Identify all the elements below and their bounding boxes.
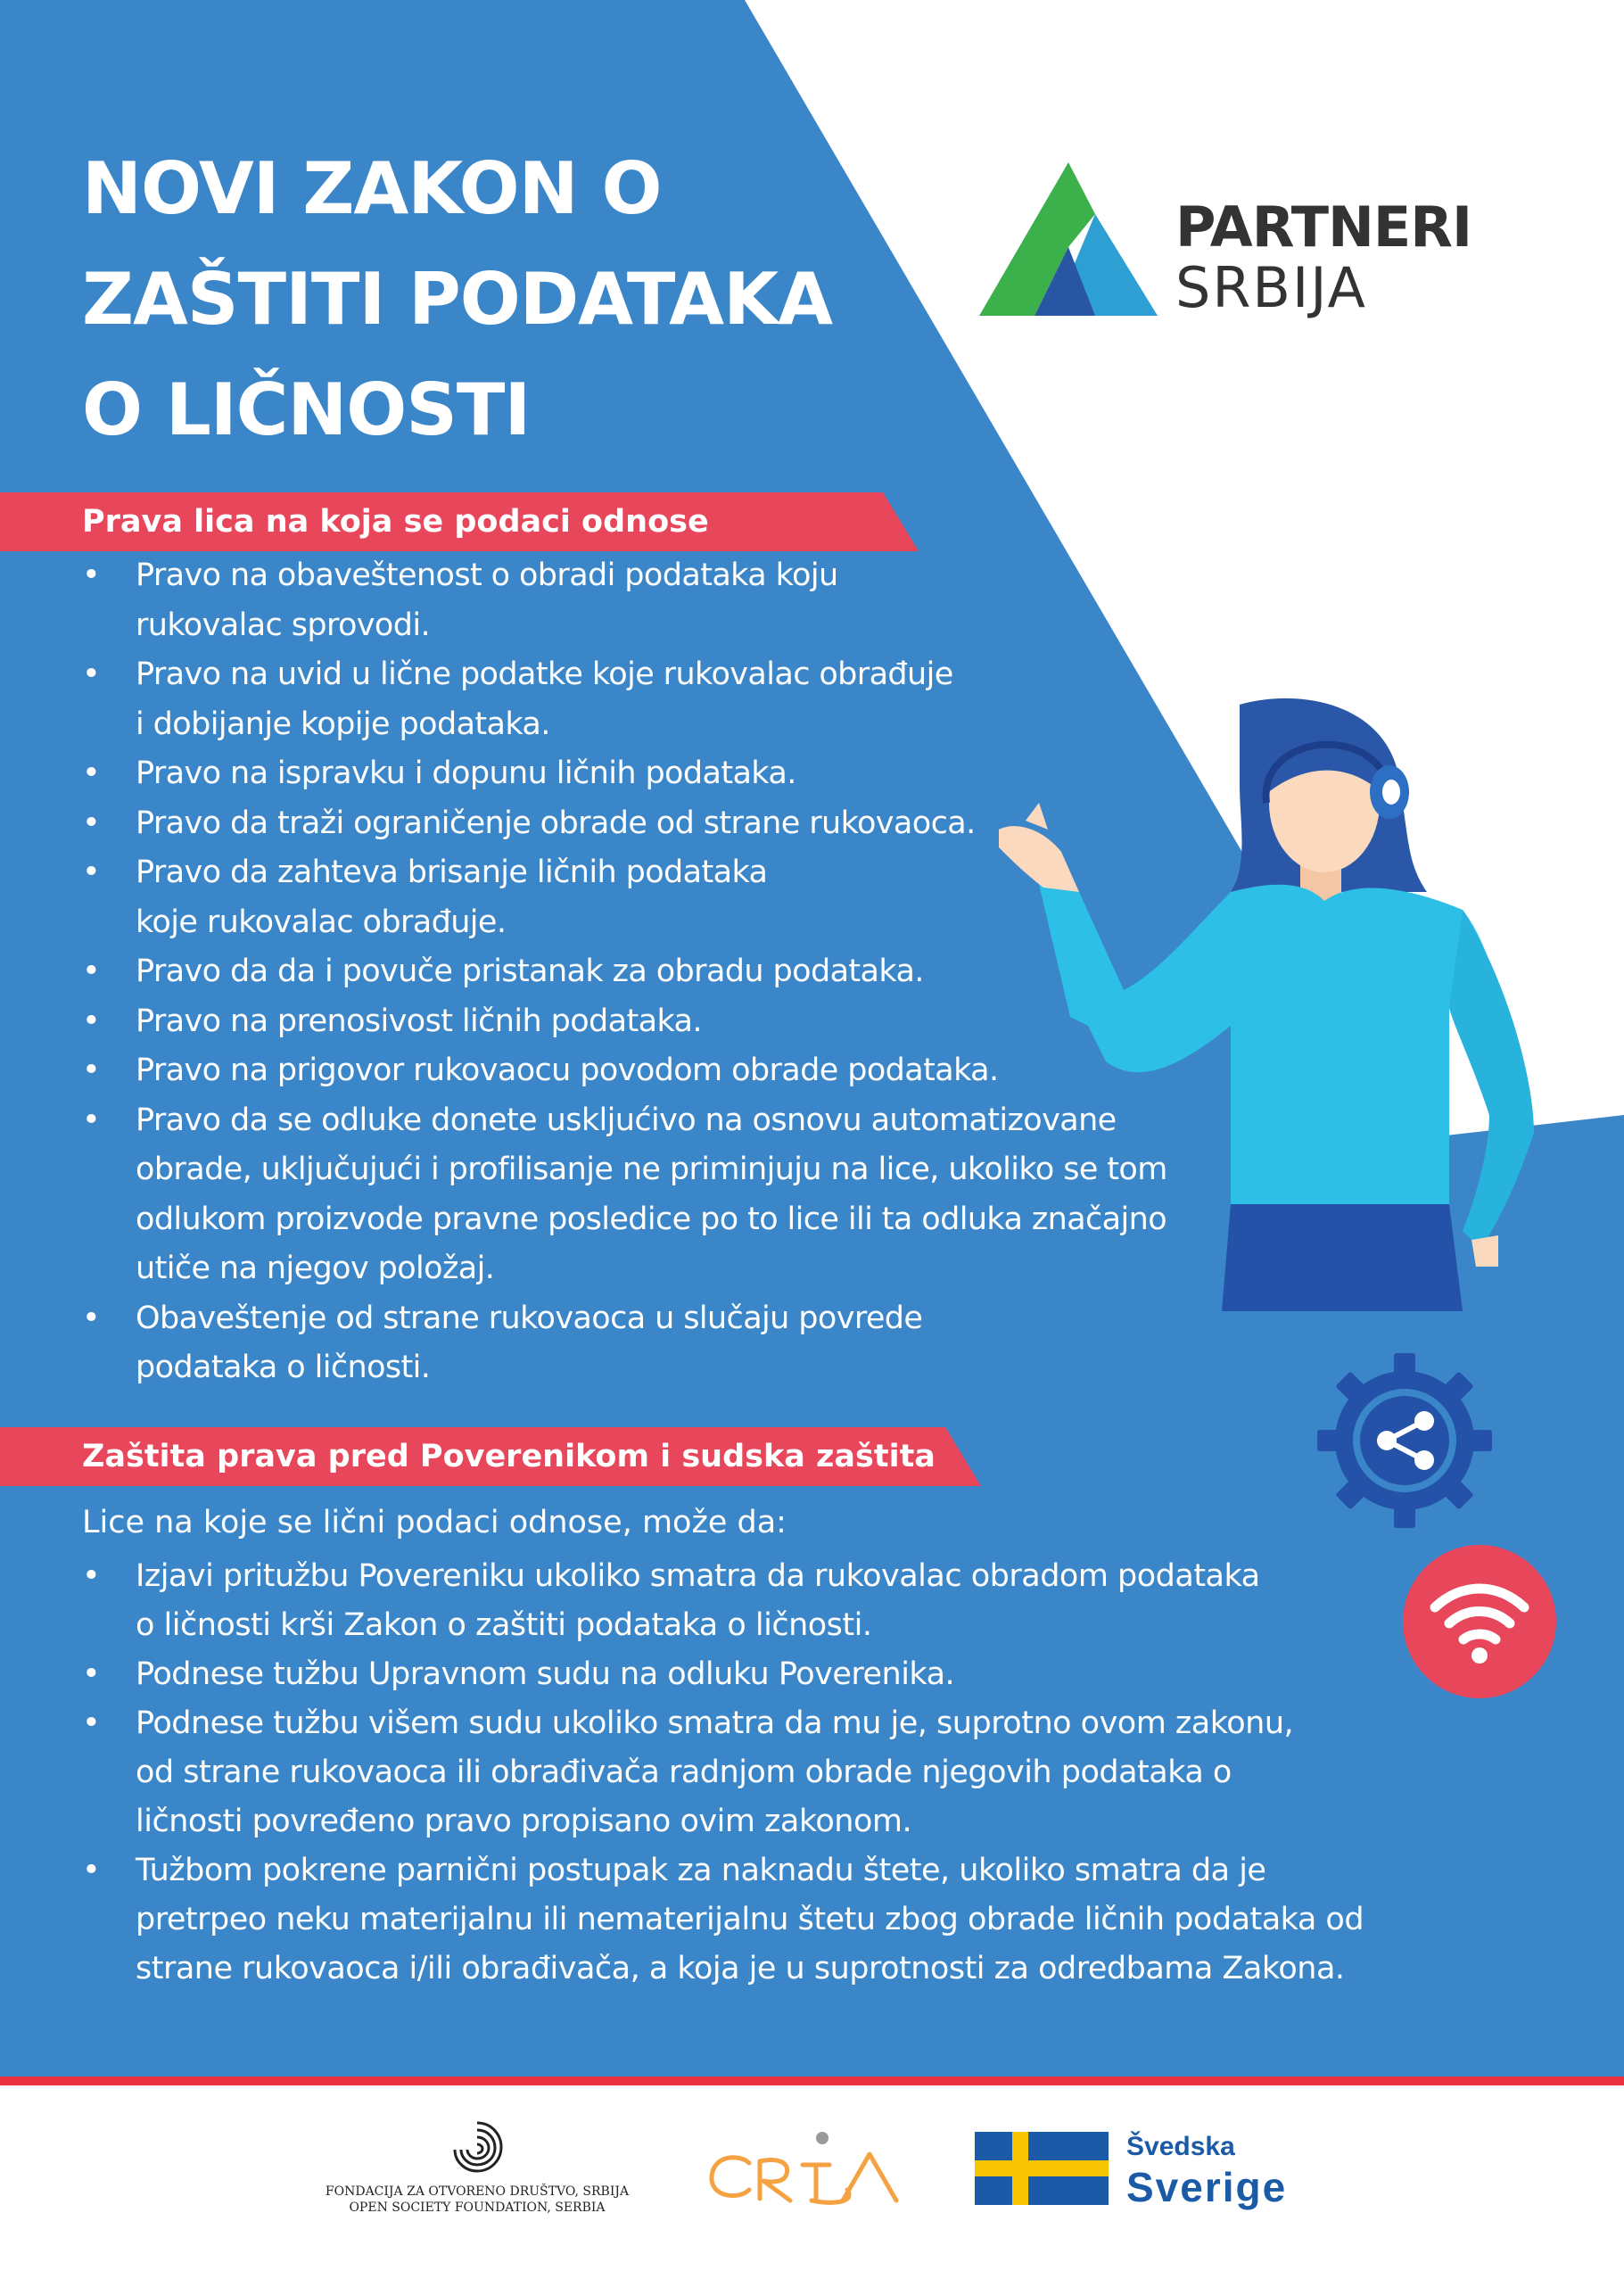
list-item: • Tužbom pokrene parnični postupak za naknadu štete, ukoliko smatra da je pretrpeo neku materijalnu ili nematerijalnu štetu zbog obrade ličnih podataka od strane rukovaoca i/ili obrađivača, a koja je u suprotnosti za odredbama Zakona.: [82, 1846, 1364, 1994]
list-item: • Pravo na uvid u lične podatke koje rukovalac obrađuje i dobijanje kopije podataka.: [82, 650, 1167, 749]
sweden-name-serbian: Švedska: [1126, 2132, 1235, 2161]
list-item: • Pravo da zahteva brisanje ličnih podataka koje rukovalac obrađuje.: [82, 848, 1167, 947]
crta-logo: [705, 2127, 919, 2208]
list-item: • Pravo na ispravku i dopunu ličnih podataka.: [82, 749, 1167, 799]
section2-heading: Zaštita prava pred Poverenikom i sudska zaštita: [82, 1439, 936, 1474]
list-item: • Pravo da traži ograničenje obrade od strane rukovaoca.: [82, 799, 1167, 849]
section1-heading-bar: [0, 492, 919, 551]
osf-logo-icon: [446, 2116, 508, 2178]
section2-heading-bar: [0, 1427, 981, 1486]
section1-heading: Prava lica na koja se podaci odnose: [82, 504, 709, 540]
page-title: [82, 134, 832, 466]
logo-name-top: PARTNERI: [1175, 194, 1472, 260]
list-item: • Pravo na prigovor rukovaocu povodom obrade podataka.: [82, 1046, 1167, 1096]
osf-name-english: OPEN SOCIETY FOUNDATION, SERBIA: [349, 2201, 606, 2215]
share-gear-icon: [1315, 1351, 1494, 1530]
sweden-name-swedish: Sverige: [1126, 2164, 1288, 2210]
list-item: • Pravo na obaveštenost o obradi podataka koju rukovalac sprovodi.: [82, 551, 1167, 650]
title-line-2: ZAŠTITI PODATAKA: [82, 258, 832, 341]
title-line-3: O LIČNOSTI: [82, 368, 531, 451]
support-agent-illustration: [963, 687, 1552, 1311]
footer-divider: [0, 2077, 1624, 2085]
wifi-icon: [1403, 1545, 1556, 1698]
list-item: • Obaveštenje od strane rukovaoca u slučaju povrede podataka o ličnosti.: [82, 1294, 1167, 1393]
list-item: • Podnese tužbu višem sudu ukoliko smatra da mu je, suprotno ovom zakonu, od strane rukovaoca ili obrađivača radnjom obrade njegovih podataka o ličnosti povređeno pravo propisano ovim zakonom.: [82, 1699, 1364, 1846]
osf-name-serbian: FONDACIJA ZA OTVORENO DRUŠTVO, SRBIJA: [325, 2184, 630, 2199]
title-line-1: NOVI ZAKON O: [82, 147, 662, 230]
sweden-flag-icon: [975, 2132, 1109, 2205]
list-item: • Izjavi pritužbu Povereniku ukoliko smatra da rukovalac obradom podataka o ličnosti krši Zakon o zaštiti podataka o ličnosti.: [82, 1552, 1364, 1650]
section2-protection-list: [82, 1552, 1364, 1994]
list-item: • Pravo na prenosivost ličnih podataka.: [82, 997, 1167, 1047]
list-item: • Podnese tužbu Upravnom sudu na odluku Poverenika.: [82, 1650, 1364, 1699]
list-item: • Pravo da se odluke donete uskljućivo na osnovu automatizovane obrade, uključujući i profilisanje ne priminjuju na lice, ukoliko se tom odlukom proizvode pravne posledice po to lice ili ta odluka značajno utiče na njegov položaj.: [82, 1096, 1167, 1294]
list-item: • Pravo da da i povuče pristanak za obradu podataka.: [82, 947, 1167, 997]
partneri-logo-icon: [979, 162, 1158, 316]
logo-name-bottom: SRBIJA: [1175, 255, 1367, 320]
section2-intro: Lice na koje se lični podaci odnose, može da:: [82, 1505, 787, 1540]
